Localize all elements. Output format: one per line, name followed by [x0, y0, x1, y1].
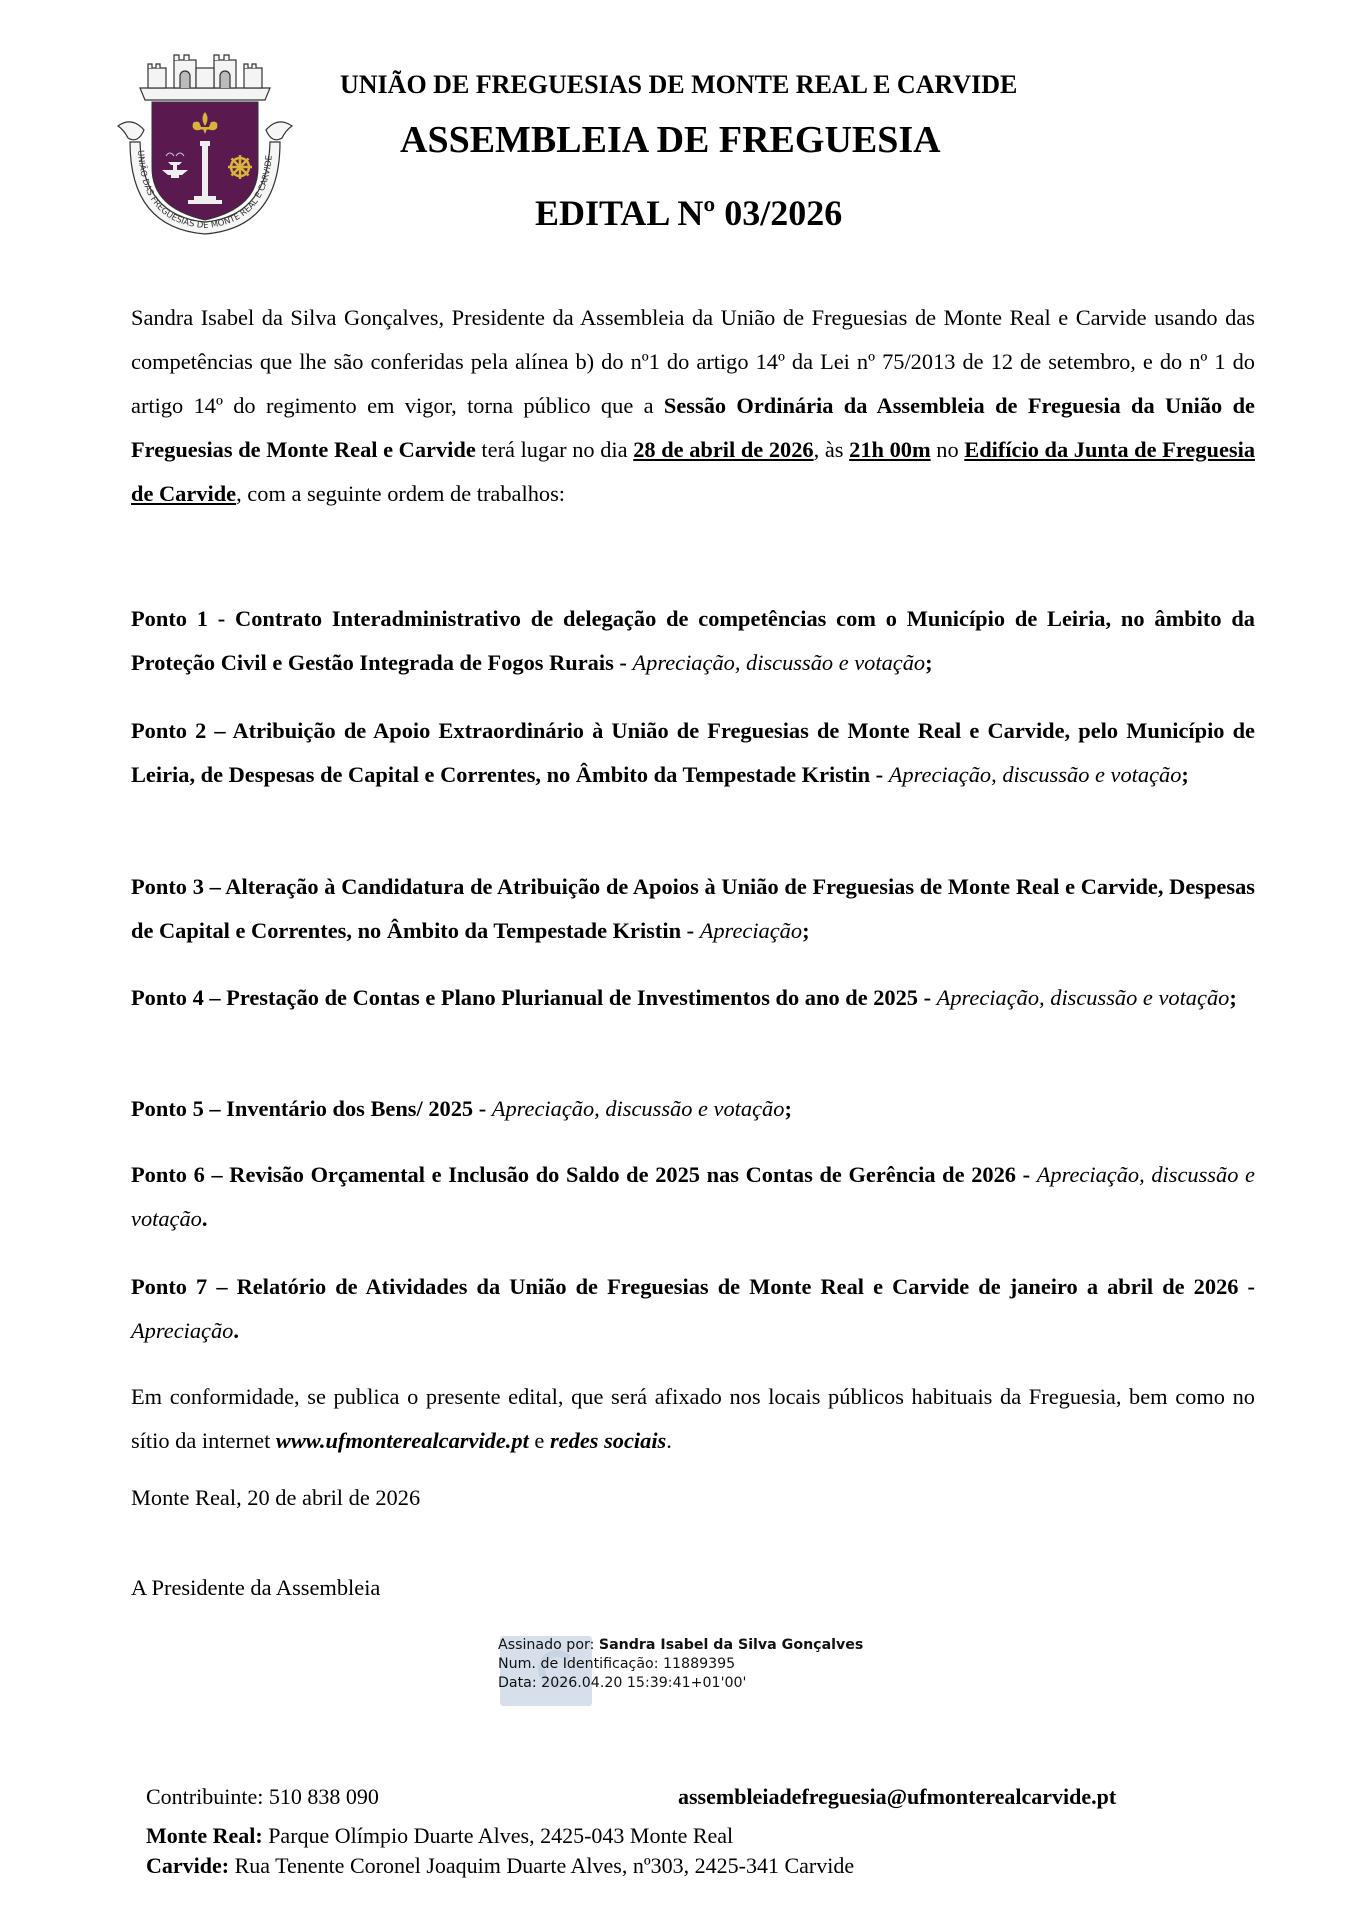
agenda-end: ; [925, 650, 933, 675]
website-link[interactable]: www.ufmonterealcarvide.pt [275, 1428, 529, 1453]
session-time: 21h 00m [849, 437, 931, 462]
agenda-end: ; [784, 1096, 792, 1121]
address-carvide [146, 1851, 854, 1881]
intro-text: , às [813, 437, 850, 462]
agenda-end: ; [1229, 985, 1237, 1010]
agenda-item-3 [131, 865, 1255, 953]
digital-signature[interactable] [498, 1636, 863, 1693]
signature-date: Data: 2026.04.20 15:39:41+01'00' [498, 1675, 747, 1691]
agenda-item-2 [131, 709, 1255, 797]
closing-paragraph [131, 1375, 1255, 1463]
session-venue: Edifício da Junta de Freguesia de Carvide [131, 437, 1256, 506]
agenda-title: Ponto 5 – Inventário dos Bens/ 2025 - [131, 1096, 492, 1121]
assembly-title: ASSEMBLEIA DE FREGUESIA [400, 119, 941, 161]
agenda-title: Ponto 1 - Contrato Interadministrativo de delegação de competências com o Município de Leiria, no âmbito da Proteção Civil e Gestão Integrada de Fogos Rurais - [131, 606, 1255, 675]
social-networks: redes sociais [549, 1428, 667, 1453]
closing-text: . [666, 1428, 672, 1453]
mill-wheel-icon [228, 155, 252, 179]
agenda-title: Ponto 3 – Alteração à Candidatura de Atribuição de Apoios à União de Freguesias de Monte Real e Carvide, Despesas de Capital e Correntes, no Âmbito da Tempestade Kristin - [131, 874, 1255, 943]
place-date: Monte Real, 20 de abril de 2026 [131, 1485, 421, 1510]
agenda-action: Apreciação, discussão e votação [491, 1096, 785, 1121]
address-monte-real [146, 1821, 733, 1851]
intro-text: , com a seguinte ordem de trabalhos: [236, 481, 566, 506]
ribbon-text: UNIÃO DAS FREGUESIAS DE MONTE REAL E CARVIDE [135, 149, 275, 232]
agenda-action: Apreciação [699, 918, 803, 943]
agenda-end: ; [802, 918, 810, 943]
agenda-action: Apreciação, discussão e votação [131, 1162, 1255, 1231]
agenda-title: Ponto 6 – Revisão Orçamental e Inclusão do Saldo de 2025 nas Contas de Gerência de 2026 - [131, 1162, 1037, 1187]
agenda-item-4 [131, 976, 1255, 1020]
agenda-item-1 [131, 597, 1255, 685]
intro-paragraph [131, 296, 1255, 516]
address-label: Carvide: [146, 1853, 230, 1878]
agenda-title: Ponto 4 – Prestação de Contas e Plano Plurianual de Investimentos do ano de 2025 - [131, 985, 937, 1010]
address-text: Rua Tenente Coronel Joaquim Duarte Alves, nº303, 2425-341 Carvide [229, 1853, 855, 1878]
edital-number: EDITAL Nº 03/2026 [535, 193, 843, 233]
email-link[interactable]: assembleiadefreguesia@ufmonterealcarvide.pt [678, 1784, 1117, 1809]
intro-text: Sandra Isabel da Silva Gonçalves, Presidente da Assembleia da União de Freguesias de Monte Real e Carvide usando das competências que lhe são conferidas pela alínea b) do nº1 do artigo 14º da Lei nº 75/2013 de 12 de setembro, e do nº 1 do artigo 14º do regimento em vigor, torna público que a [131, 305, 1255, 418]
agenda-item-5 [131, 1087, 1255, 1131]
agenda-title: Ponto 2 – Atribuição de Apoio Extraordinário à União de Freguesias de Monte Real e Carvide, pelo Município de Leiria, de Despesas de Capital e Correntes, no Âmbito da Tempestade Kristin - [131, 718, 1255, 787]
signed-by-label: Assinado por: [498, 1637, 599, 1653]
address-text: Parque Olímpio Duarte Alves, 2425-043 Monte Real [262, 1823, 734, 1848]
address-label: Monte Real: [146, 1823, 263, 1848]
signatory-title: A Presidente da Assembleia [131, 1575, 381, 1600]
agenda-item-7 [131, 1265, 1255, 1353]
agenda-item-6 [131, 1153, 1255, 1241]
coat-of-arms-logo [100, 38, 310, 238]
closing-text: e [528, 1428, 550, 1453]
agenda-action: Apreciação, discussão e votação [888, 762, 1182, 787]
intro-text: terá lugar no dia [475, 437, 634, 462]
agenda-title: Ponto 7 – Relatório de Atividades da União de Freguesias de Monte Real e Carvide de janeiro a abril de 2026 - [131, 1274, 1255, 1299]
closing-text: Em conformidade, se publica o presente edital, que será afixado nos locais públicos habituais da Freguesia, bem como no sítio da internet [131, 1384, 1255, 1453]
intro-text: no [930, 437, 965, 462]
agenda-end: . [201, 1206, 208, 1231]
signature-id: Num. de Identificação: 11889395 [498, 1656, 736, 1672]
signed-by-line [498, 1636, 863, 1655]
tax-number: Contribuinte: 510 838 090 [146, 1784, 379, 1809]
session-date: 28 de abril de 2026 [633, 437, 814, 462]
agenda-action: Apreciação [131, 1318, 234, 1343]
agenda-action: Apreciação, discussão e votação [936, 985, 1230, 1010]
signer-name: Sandra Isabel da Silva Gonçalves [598, 1637, 864, 1653]
session-name: Sessão Ordinária da Assembleia de Freguesia da União de Freguesias de Monte Real e Carvide [131, 393, 1255, 462]
mural-crown-icon [140, 55, 270, 100]
agenda-end: ; [1181, 762, 1189, 787]
agenda-end: . [233, 1318, 239, 1343]
organization-name: UNIÃO DE FREGUESIAS DE MONTE REAL E CARVIDE [340, 70, 1018, 99]
agenda-action: Apreciação, discussão e votação [632, 650, 926, 675]
